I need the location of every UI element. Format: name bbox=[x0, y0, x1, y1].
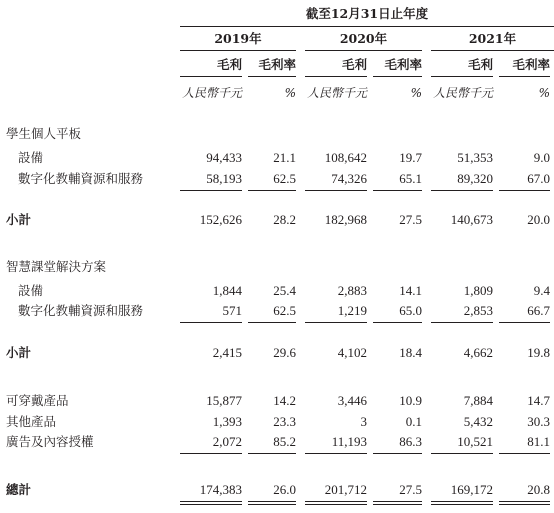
cell-value: 2,415 bbox=[212, 345, 242, 360]
subtotal-rule bbox=[373, 322, 422, 323]
total-double-rule bbox=[248, 501, 296, 502]
cell-value: 2,072 bbox=[212, 434, 242, 449]
section-title: 學生個人平板 bbox=[6, 126, 82, 141]
subtotal-rule bbox=[305, 322, 367, 323]
cell-value: 108,642 bbox=[324, 150, 367, 165]
total-rule bbox=[305, 453, 367, 454]
cell-value: 94,433 bbox=[206, 150, 242, 165]
section-title: 智慧課堂解決方案 bbox=[6, 259, 107, 274]
cell-value: 4,102 bbox=[337, 345, 367, 360]
cell-value: 30.3 bbox=[527, 414, 550, 429]
cell-value: 62.5 bbox=[273, 171, 296, 186]
total-rule bbox=[431, 453, 493, 454]
unit-amount-2019: 人民幣千元 bbox=[181, 86, 242, 100]
cell-value: 89,320 bbox=[457, 171, 493, 186]
cell-value: 58,193 bbox=[206, 171, 242, 186]
cell-value: 7,884 bbox=[463, 393, 493, 408]
cell-value: 201,712 bbox=[324, 482, 367, 497]
period-underline bbox=[180, 26, 554, 27]
cell-value: 10.9 bbox=[399, 393, 422, 408]
subtotal-label: 小計 bbox=[6, 212, 32, 227]
year-underline-2020 bbox=[305, 50, 422, 51]
cell-value: 1,809 bbox=[463, 283, 493, 298]
unit-pct-2020: % bbox=[410, 86, 422, 100]
cell-value: 51,353 bbox=[457, 150, 493, 165]
subtotal-rule bbox=[373, 190, 422, 191]
cell-value: 66.7 bbox=[527, 303, 550, 318]
cell-value: 65.0 bbox=[399, 303, 422, 318]
total-double-rule bbox=[248, 504, 296, 505]
subtotal-rule bbox=[431, 190, 493, 191]
col-margin-2020: 毛利率 bbox=[384, 57, 422, 72]
total-rule bbox=[499, 453, 550, 454]
cell-value: 5,432 bbox=[463, 414, 493, 429]
unit-amount-2021: 人民幣千元 bbox=[432, 86, 493, 100]
cell-value: 15,877 bbox=[206, 393, 242, 408]
total-double-rule bbox=[180, 501, 242, 502]
cell-value: 26.0 bbox=[273, 482, 296, 497]
cell-value: 19.8 bbox=[527, 345, 550, 360]
period-header: 截至12月31日止年度 bbox=[305, 6, 429, 21]
total-double-rule bbox=[431, 501, 493, 502]
cell-value: 1,393 bbox=[212, 414, 242, 429]
cell-value: 29.6 bbox=[273, 345, 296, 360]
cell-value: 28.2 bbox=[273, 212, 296, 227]
row-label: 數字化教輔資源和服務 bbox=[18, 171, 144, 186]
cell-value: 1,219 bbox=[337, 303, 367, 318]
cell-value: 174,383 bbox=[199, 482, 242, 497]
unit-amount-2020: 人民幣千元 bbox=[306, 86, 367, 100]
cell-value: 23.3 bbox=[273, 414, 296, 429]
row-label: 數字化教輔資源和服務 bbox=[18, 303, 144, 318]
subtotal-rule bbox=[180, 190, 242, 191]
total-rule bbox=[180, 453, 242, 454]
col-underline bbox=[248, 76, 296, 77]
cell-value: 571 bbox=[222, 303, 242, 318]
cell-value: 9.4 bbox=[533, 283, 550, 298]
subtotal-rule bbox=[248, 322, 296, 323]
subtotal-rule bbox=[499, 190, 550, 191]
col-underline bbox=[499, 76, 550, 77]
row-label: 可穿戴產品 bbox=[6, 393, 69, 408]
total-double-rule bbox=[499, 504, 550, 505]
col-profit-2019: 毛利 bbox=[216, 57, 242, 72]
cell-value: 11,193 bbox=[331, 434, 367, 449]
cell-value: 85.2 bbox=[273, 434, 296, 449]
row-label: 其他產品 bbox=[6, 414, 57, 429]
unit-pct-2021: % bbox=[538, 86, 550, 100]
total-double-rule bbox=[373, 504, 422, 505]
cell-value: 10,521 bbox=[457, 434, 493, 449]
row-label: 設備 bbox=[18, 283, 44, 298]
subtotal-rule bbox=[248, 190, 296, 191]
total-label: 總計 bbox=[6, 482, 32, 497]
cell-value: 3,446 bbox=[337, 393, 367, 408]
col-underline bbox=[180, 76, 242, 77]
total-rule bbox=[248, 453, 296, 454]
row-label: 廣告及內容授權 bbox=[6, 434, 94, 449]
year-2019: 2019年 bbox=[214, 31, 262, 46]
cell-value: 25.4 bbox=[273, 283, 296, 298]
cell-value: 81.1 bbox=[527, 434, 550, 449]
cell-value: 27.5 bbox=[399, 212, 422, 227]
col-underline bbox=[431, 76, 493, 77]
cell-value: 20.0 bbox=[527, 212, 550, 227]
cell-value: 2,883 bbox=[337, 283, 367, 298]
cell-value: 4,662 bbox=[463, 345, 493, 360]
col-margin-2021: 毛利率 bbox=[512, 57, 550, 72]
subtotal-rule bbox=[499, 322, 550, 323]
cell-value: 1,844 bbox=[212, 283, 242, 298]
total-double-rule bbox=[180, 504, 242, 505]
col-underline bbox=[305, 76, 367, 77]
cell-value: 86.3 bbox=[399, 434, 422, 449]
total-double-rule bbox=[431, 504, 493, 505]
year-underline-2019 bbox=[180, 50, 296, 51]
cell-value: 169,172 bbox=[450, 482, 493, 497]
cell-value: 2,853 bbox=[463, 303, 493, 318]
year-2021: 2021年 bbox=[468, 31, 517, 46]
cell-value: 65.1 bbox=[399, 171, 422, 186]
total-rule bbox=[373, 453, 422, 454]
total-double-rule bbox=[373, 501, 422, 502]
subtotal-rule bbox=[180, 322, 242, 323]
cell-value: 9.0 bbox=[533, 150, 550, 165]
cell-value: 182,968 bbox=[324, 212, 367, 227]
col-margin-2019: 毛利率 bbox=[258, 57, 296, 72]
col-profit-2020: 毛利 bbox=[341, 57, 367, 72]
cell-value: 152,626 bbox=[199, 212, 242, 227]
subtotal-label: 小計 bbox=[6, 345, 32, 360]
cell-value: 21.1 bbox=[273, 150, 296, 165]
row-label: 設備 bbox=[18, 150, 44, 165]
cell-value: 14.2 bbox=[273, 393, 296, 408]
cell-value: 14.1 bbox=[399, 283, 422, 298]
col-underline bbox=[373, 76, 422, 77]
cell-value: 67.0 bbox=[527, 171, 550, 186]
cell-value: 14.7 bbox=[527, 393, 550, 408]
col-profit-2021: 毛利 bbox=[467, 57, 493, 72]
subtotal-rule bbox=[305, 190, 367, 191]
subtotal-rule bbox=[431, 322, 493, 323]
year-2020: 2020年 bbox=[339, 31, 388, 46]
total-double-rule bbox=[305, 504, 367, 505]
year-underline-2021 bbox=[431, 50, 554, 51]
cell-value: 62.5 bbox=[273, 303, 296, 318]
cell-value: 19.7 bbox=[399, 150, 422, 165]
cell-value: 0.1 bbox=[405, 414, 422, 429]
cell-value: 20.8 bbox=[527, 482, 550, 497]
cell-value: 27.5 bbox=[399, 482, 422, 497]
cell-value: 140,673 bbox=[450, 212, 493, 227]
unit-pct-2019: % bbox=[284, 86, 296, 100]
total-double-rule bbox=[499, 501, 550, 502]
total-double-rule bbox=[305, 501, 367, 502]
cell-value: 74,326 bbox=[331, 171, 367, 186]
cell-value: 3 bbox=[360, 414, 367, 429]
cell-value: 18.4 bbox=[399, 345, 422, 360]
